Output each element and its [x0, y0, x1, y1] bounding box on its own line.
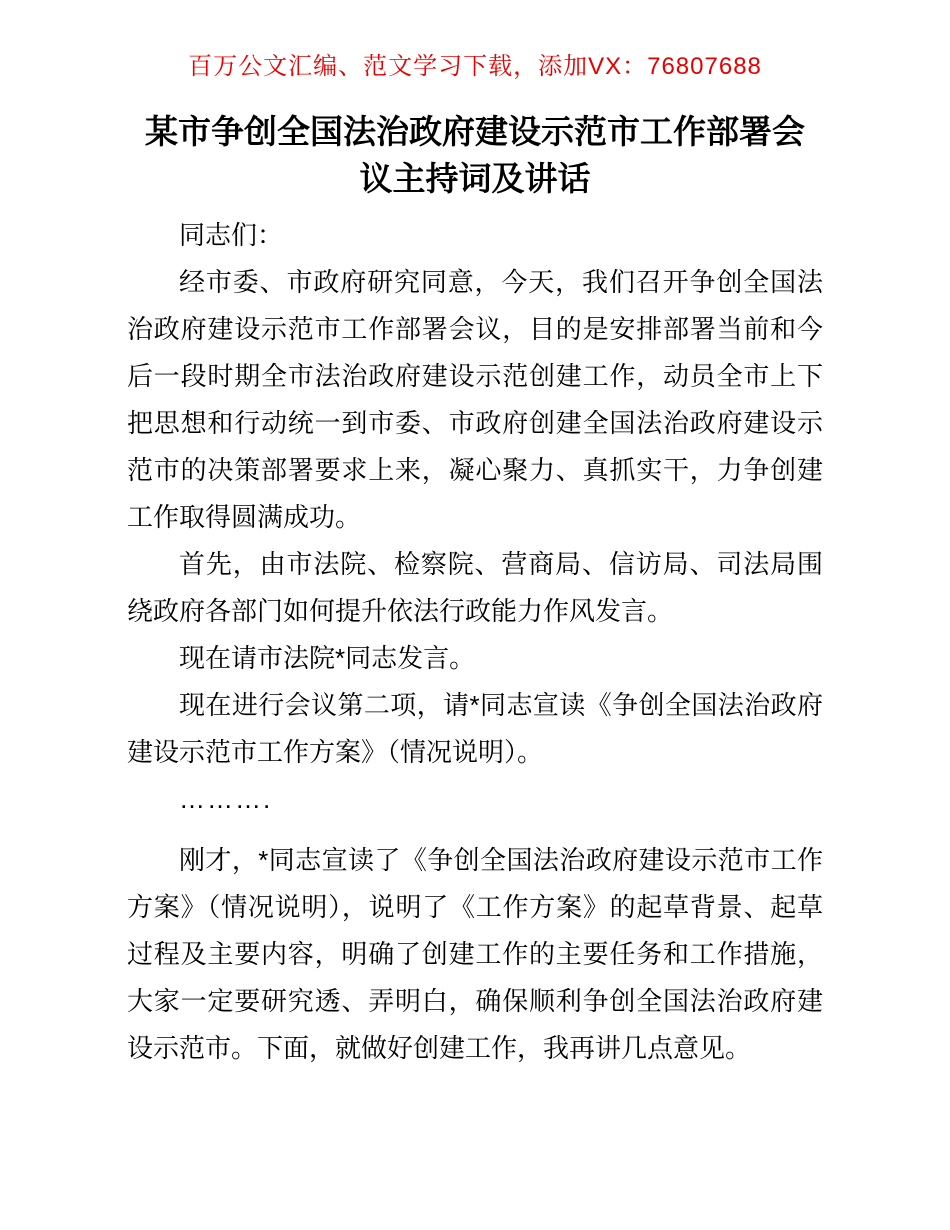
paragraph: 现在请市法院*同志发言。 [179, 643, 476, 673]
document-title-line-2: 议主持词及讲话 [359, 160, 591, 197]
paragraph: 首先，由市法院、检察院、营商局、信访局、司法局围绕政府各部门如何提升依法行政能力作风发言。 [127, 549, 823, 626]
document-title [0, 108, 950, 202]
document-body [0, 212, 950, 1072]
paragraph: 经市委、市政府研究同意，今天，我们召开争创全国法治政府建设示范市工作部署会议，目的是安排部署当前和今后一段时期全市法治政府建设示范创建工作，动员全市上下把思想和行动统一到市委、市政府创建全国法治政府建设示范市的决策部署要求上来，凝心聚力、真抓实干，力争创建工作取得圆满成功。 [127, 267, 823, 532]
paragraph: 同志们： [179, 220, 284, 250]
paragraph: 刚才，*同志宣读了《争创全国法治政府建设示范市工作方案》（情况说明），说明了《工作方案》的起草背景、起草过程及主要内容，明确了创建工作的主要任务和工作措施，大家一定要研究透、弄明白，确保顺利争创全国法治政府建设示范市。下面，就做好创建工作，我再讲几点意见。 [127, 845, 823, 1063]
omission-dots-line: ………. [179, 784, 273, 814]
watermark-header: 百万公文汇编、范文学习下载，添加VX：76807688 [188, 53, 762, 80]
paragraph: 现在进行会议第二项，请*同志宣读《争创全国法治政府建设示范市工作方案》（情况说明）。 [127, 690, 823, 767]
document-title-line-1: 某市争创全国法治政府建设示范市工作部署会 [145, 113, 805, 150]
